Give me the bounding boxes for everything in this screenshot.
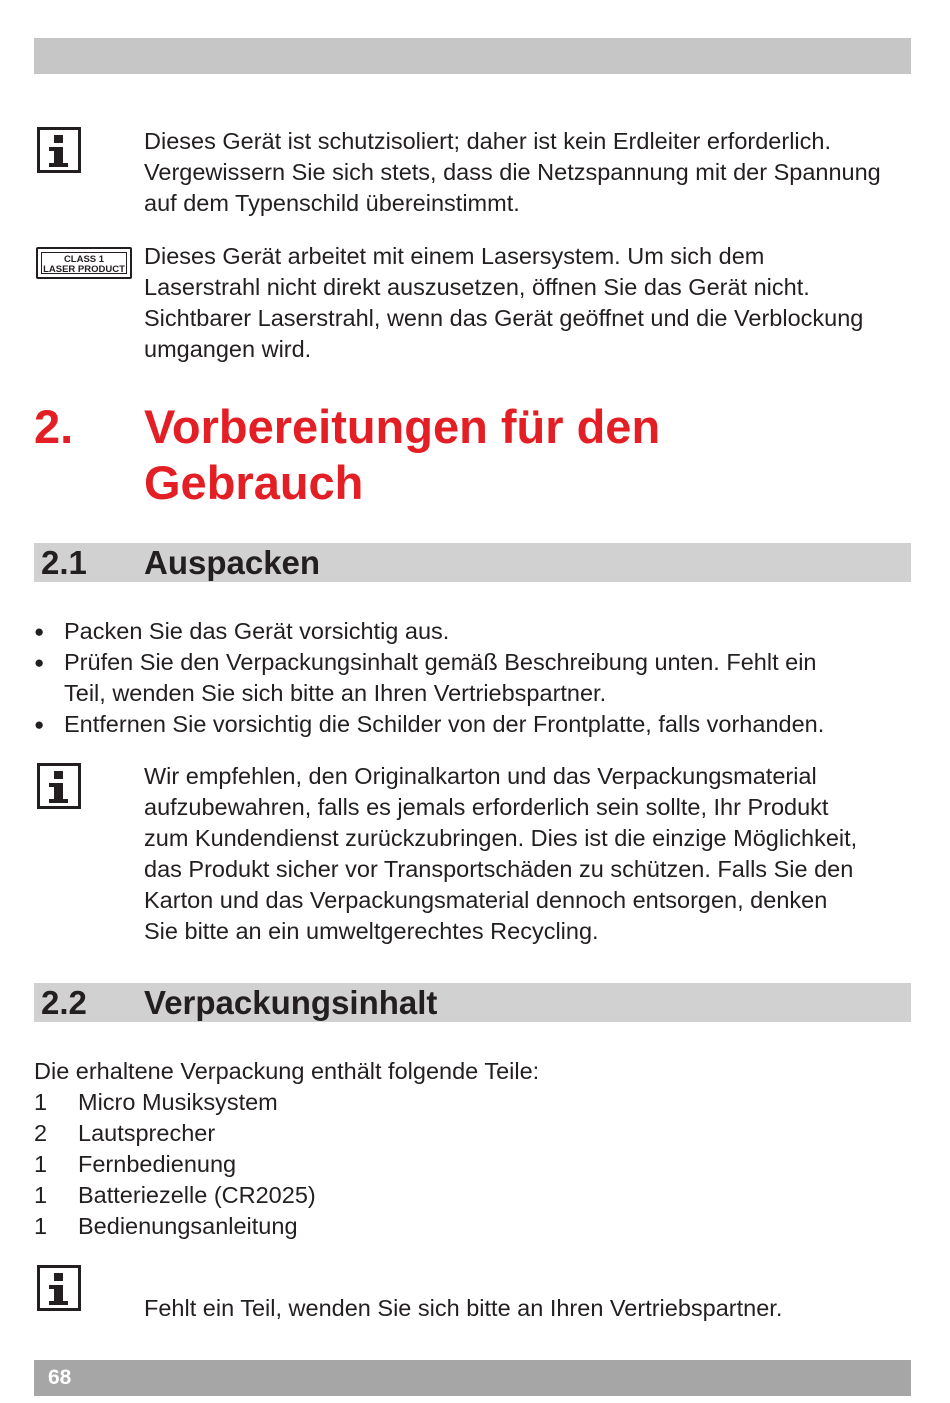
insulation-note: Dieses Gerät ist schutzisoliert; daher ist kein Erdleiter erforderlich. Vergewissern Sie sich stets, dass die Netzspannung mit der Spannung auf dem Typenschild übereinstimmt. bbox=[144, 128, 881, 216]
section-number: 2.1 bbox=[41, 544, 87, 581]
list-item: 1 Micro Musiksystem bbox=[34, 1089, 278, 1115]
packaging-note: Wir empfehlen, den Originalkarton und das Verpackungsmaterial aufzubewahren, falls es jemals erforderlich sein sollte, Ihr Produkt zum Kundendienst zurückzubringen. Dies ist die einzige Möglichkeit, das Produkt sicher vor Transportschäden zu schützen. Falls Sie den Karton und das Verpackungsmaterial dennoch entsorgen, denken Sie bitte an ein umweltgerechtes Recycling. bbox=[144, 763, 858, 944]
list-item: 1 Bedienungsanleitung bbox=[34, 1213, 298, 1239]
section-heading-2-1 bbox=[34, 543, 911, 582]
section-heading-2-2 bbox=[34, 983, 911, 1022]
section-number: 2.2 bbox=[41, 984, 87, 1021]
contents-intro: Die erhaltene Verpackung enthält folgende Teile: bbox=[34, 1058, 540, 1084]
laser-label-line1: CLASS 1 bbox=[63, 254, 105, 265]
header-bar bbox=[34, 38, 911, 74]
list-item: ● Prüfen Sie den Verpackungsinhalt gemäß Beschreibung unten. Fehlt ein Teil, wenden Sie sich bitte an Ihren Vertriebspartner. bbox=[34, 647, 824, 709]
laser-note: Dieses Gerät arbeitet mit einem Lasersystem. Um sich dem Laserstrahl nicht direkt auszusetzen, öffnen Sie das Gerät nicht. Sichtbarer Laserstrahl, wenn das Gerät geöffnet und die Verblockung umgangen wird. bbox=[144, 243, 864, 362]
unpacking-list bbox=[34, 616, 824, 740]
list-item: ● Packen Sie das Gerät vorsichtig aus. bbox=[34, 616, 824, 647]
info-icon bbox=[37, 127, 81, 173]
laser-class-label bbox=[36, 247, 132, 279]
page-number: 68 bbox=[48, 1366, 72, 1389]
section-title: Auspacken bbox=[144, 544, 321, 581]
list-item: 1 Batteriezelle (CR2025) bbox=[34, 1182, 316, 1208]
list-item: 1 Fernbedienung bbox=[34, 1151, 237, 1177]
list-item: 2 Lautsprecher bbox=[34, 1120, 216, 1146]
info-icon bbox=[37, 763, 81, 809]
footer-bar bbox=[34, 1360, 911, 1396]
chapter-title: Vorbereitungen für den Gebrauch bbox=[144, 400, 661, 509]
list-item: ● Entfernen Sie vorsichtig die Schilder von der Frontplatte, falls vorhanden. bbox=[34, 709, 824, 740]
info-icon bbox=[37, 1265, 81, 1311]
package-contents bbox=[34, 1056, 539, 1242]
missing-part-note: Fehlt ein Teil, wenden Sie sich bitte an Ihren Vertriebspartner. bbox=[144, 1295, 783, 1321]
chapter-number: 2. bbox=[34, 400, 74, 453]
section-title: Verpackungsinhalt bbox=[144, 984, 438, 1021]
laser-label-line2: LASER PRODUCT bbox=[43, 264, 125, 275]
